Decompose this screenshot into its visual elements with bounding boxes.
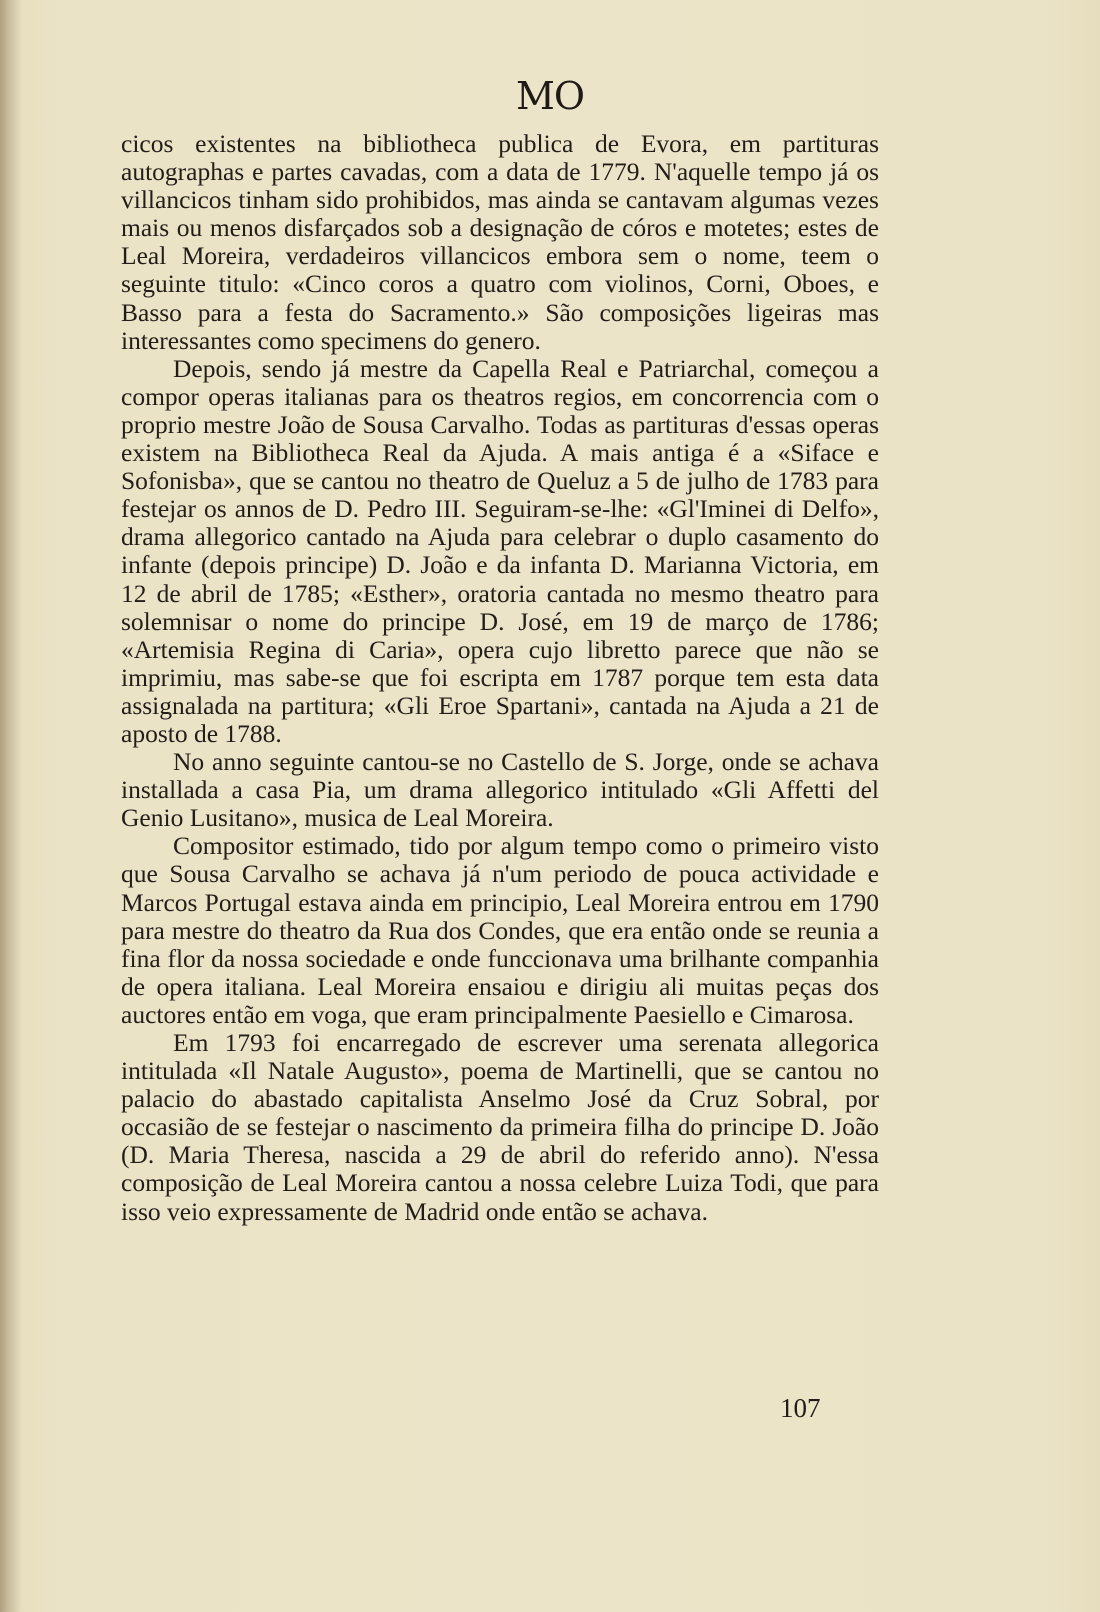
page-number: 107 bbox=[780, 1393, 821, 1423]
paragraph-2: Depois, sendo já mestre da Capella Real e Patriarchal, começou a compor operas italianas para os theatros regios, em concorrencia com o proprio mestre João de Sousa Carvalho. Todas as partituras d'essas operas existem na Bibliotheca Real da Ajuda. A mais antiga é a «Siface e Sofonisba», que se cantou no theatro de Queluz a 5 de julho de 1783 para festejar os annos de D. Pedro III. Seguiram-se-lhe: «Gl'Iminei di Delfo», drama allegorico cantado na Ajuda para celebrar o duplo casamento do infante (depois principe) D. João e da infanta D. Marianna Victoria, em 12 de abril de 1785; «Esther», oratoria cantada no mesmo theatro para solemnisar o nome do principe D. José, em 19 de março de 1786; «Artemisia Regina di Caria», opera cujo libretto parece que não se imprimiu, mas sabe-se que foi escripta em 1787 porque tem esta data assignalada na partitura; «Gli Eroe Spartani», cantada na Ajuda a 21 de aposto de 1788. bbox=[121, 353, 879, 748]
paragraph-4: Compositor estimado, tido por algum tempo como o primeiro visto que Sousa Carvalho se achava já n'um periodo de pouca actividade e Marcos Portugal estava ainda em principio, Leal Moreira entrou em 1790 para mestre do theatro da Rua dos Condes, que era então onde se reunia a fina flor da nossa sociedade e onde funccionava uma brilhante companhia de opera italiana. Leal Moreira ensaiou e dirigiu ali muitas peças dos auctores então em voga, que eram principalmente Paesiello e Cimarosa. bbox=[121, 831, 879, 1029]
running-head: MO bbox=[515, 74, 585, 118]
body-text bbox=[121, 130, 879, 1226]
paragraph-1: cicos existentes na bibliotheca publica de Evora, em partituras autographas e partes cavadas, com a data de 1779. N'aquelle tempo já os villancicos tinham sido prohibidos, mas ainda se cantavam algumas vezes mais ou menos disfarçados sob a designação de córos e motetes; estes de Leal Moreira, verdadeiros villancicos embora sem o nome, teem o seguinte titulo: «Cinco coros a quatro com violinos, Corni, Oboes, e Basso para a festa do Sacramento.» São composições ligeiras mas interessantes como specimens do genero. bbox=[121, 129, 879, 355]
page-spine-shadow bbox=[0, 0, 22, 1612]
paragraph-3: No anno seguinte cantou-se no Castello de S. Jorge, onde se achava installada a casa Pia, um drama allegorico intitulado «Gli Affetti del Genio Lusitano», musica de Leal Moreira. bbox=[121, 747, 879, 833]
paragraph-5: Em 1793 foi encarregado de escrever uma serenata allegorica intitulada «Il Natale Augusto», poema de Martinelli, que se cantou no palacio do abastado capitalista Anselmo José da Cruz Sobral, por occasião de se festejar o nascimento da primeira filha do principe D. João (D. Maria Theresa, nascida a 29 de abril do referido anno). N'essa composição de Leal Moreira cantou a nossa celebre Luiza Todi, que para isso veio expressamente de Madrid onde então se achava. bbox=[121, 1028, 879, 1226]
